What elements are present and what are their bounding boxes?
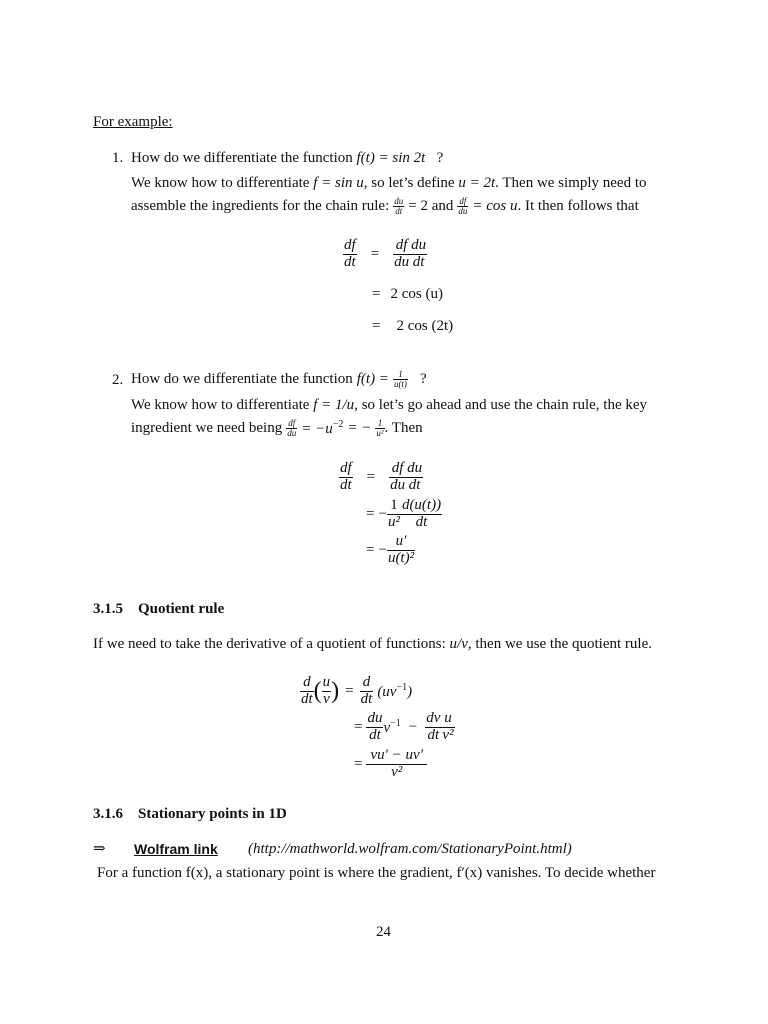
item1-eq-row2: = 2 cos (u) [372, 286, 443, 302]
section-315-heading: 3.1.5 Quotient rule [93, 601, 225, 617]
for-example-heading: For example: [93, 114, 173, 130]
item1-line1: We know how to differentiate f = sin u, so let’s define u = 2t. Then we simply need to [131, 175, 647, 191]
quotient-eq-row3: = $\frac{vu' - uv'}{\text{v²}}$ [354, 748, 427, 781]
item2-line1: We know how to differentiate f = 1/u, so let’s go ahead and use the chain rule, the key [131, 397, 648, 413]
item2-eq-row3: = − $\frac{u'}{\text{u(t)²}}$ [366, 533, 415, 566]
item2-eq-row1: $\frac{df}{dt}$ = $\frac{df}{du}$ $\frac{du}{dt}$ [340, 460, 423, 493]
quotient-intro: If we need to take the derivative of a quotient of functions: u/v, then we use the quotient rule. [93, 636, 652, 652]
link-arrow: ⇒ [93, 841, 106, 857]
wolfram-link[interactable]: Wolfram link [134, 841, 218, 857]
stationary-point-text: For a function f(x), a stationary point is where the gradient, f′(x) vanishes. To decide whether [97, 865, 656, 881]
item2-number: 2. [112, 372, 124, 388]
item2-line2: ingredient we need being $\frac{df}{du}$ = $-u^{-2}$ = − $\frac{1}{\text{u²}}$ . Then [131, 418, 423, 439]
item1-line2: assemble the ingredients for the chain rule: $\frac{du}{dt}$ = 2 and $\frac{df}{du}$ = cos u . It then follows that [131, 196, 639, 217]
item1-eq-row3: = 2 cos (2t) [372, 318, 454, 334]
item1-eq-row1: $\frac{df}{dt}$ = $\frac{df}{du}$ $\frac{du}{dt}$ [344, 237, 427, 270]
item1-question: How do we differentiate the function f(t) = sin 2t ? [131, 150, 444, 166]
quotient-eq-row2: = $\frac{du}{dt}$ $v^{-1}$ − $\frac{dv}{dt}$ $\frac{u}{\text{v²}}$ [354, 710, 454, 743]
item2-eq-row2: = − $\frac{1}{\text{u²}}$ $\frac{d(u(t))}{dt}$ [366, 497, 442, 530]
page-number: 24 [376, 924, 391, 940]
wolfram-url[interactable]: (http://mathworld.wolfram.com/StationaryPoint.html) [248, 841, 572, 857]
item1-number: 1. [112, 150, 124, 166]
item2-question: How do we differentiate the function f(t) = $\frac{1}{u(t)}$ ? [131, 369, 427, 390]
section-316-heading: 3.1.6 Stationary points in 1D [93, 806, 287, 822]
quotient-eq-row1: $\frac{d}{dt}$ ( $\frac{u}{v}$ ) = $\frac{d}{dt}$ $(uv^{-1})$ [301, 674, 413, 707]
